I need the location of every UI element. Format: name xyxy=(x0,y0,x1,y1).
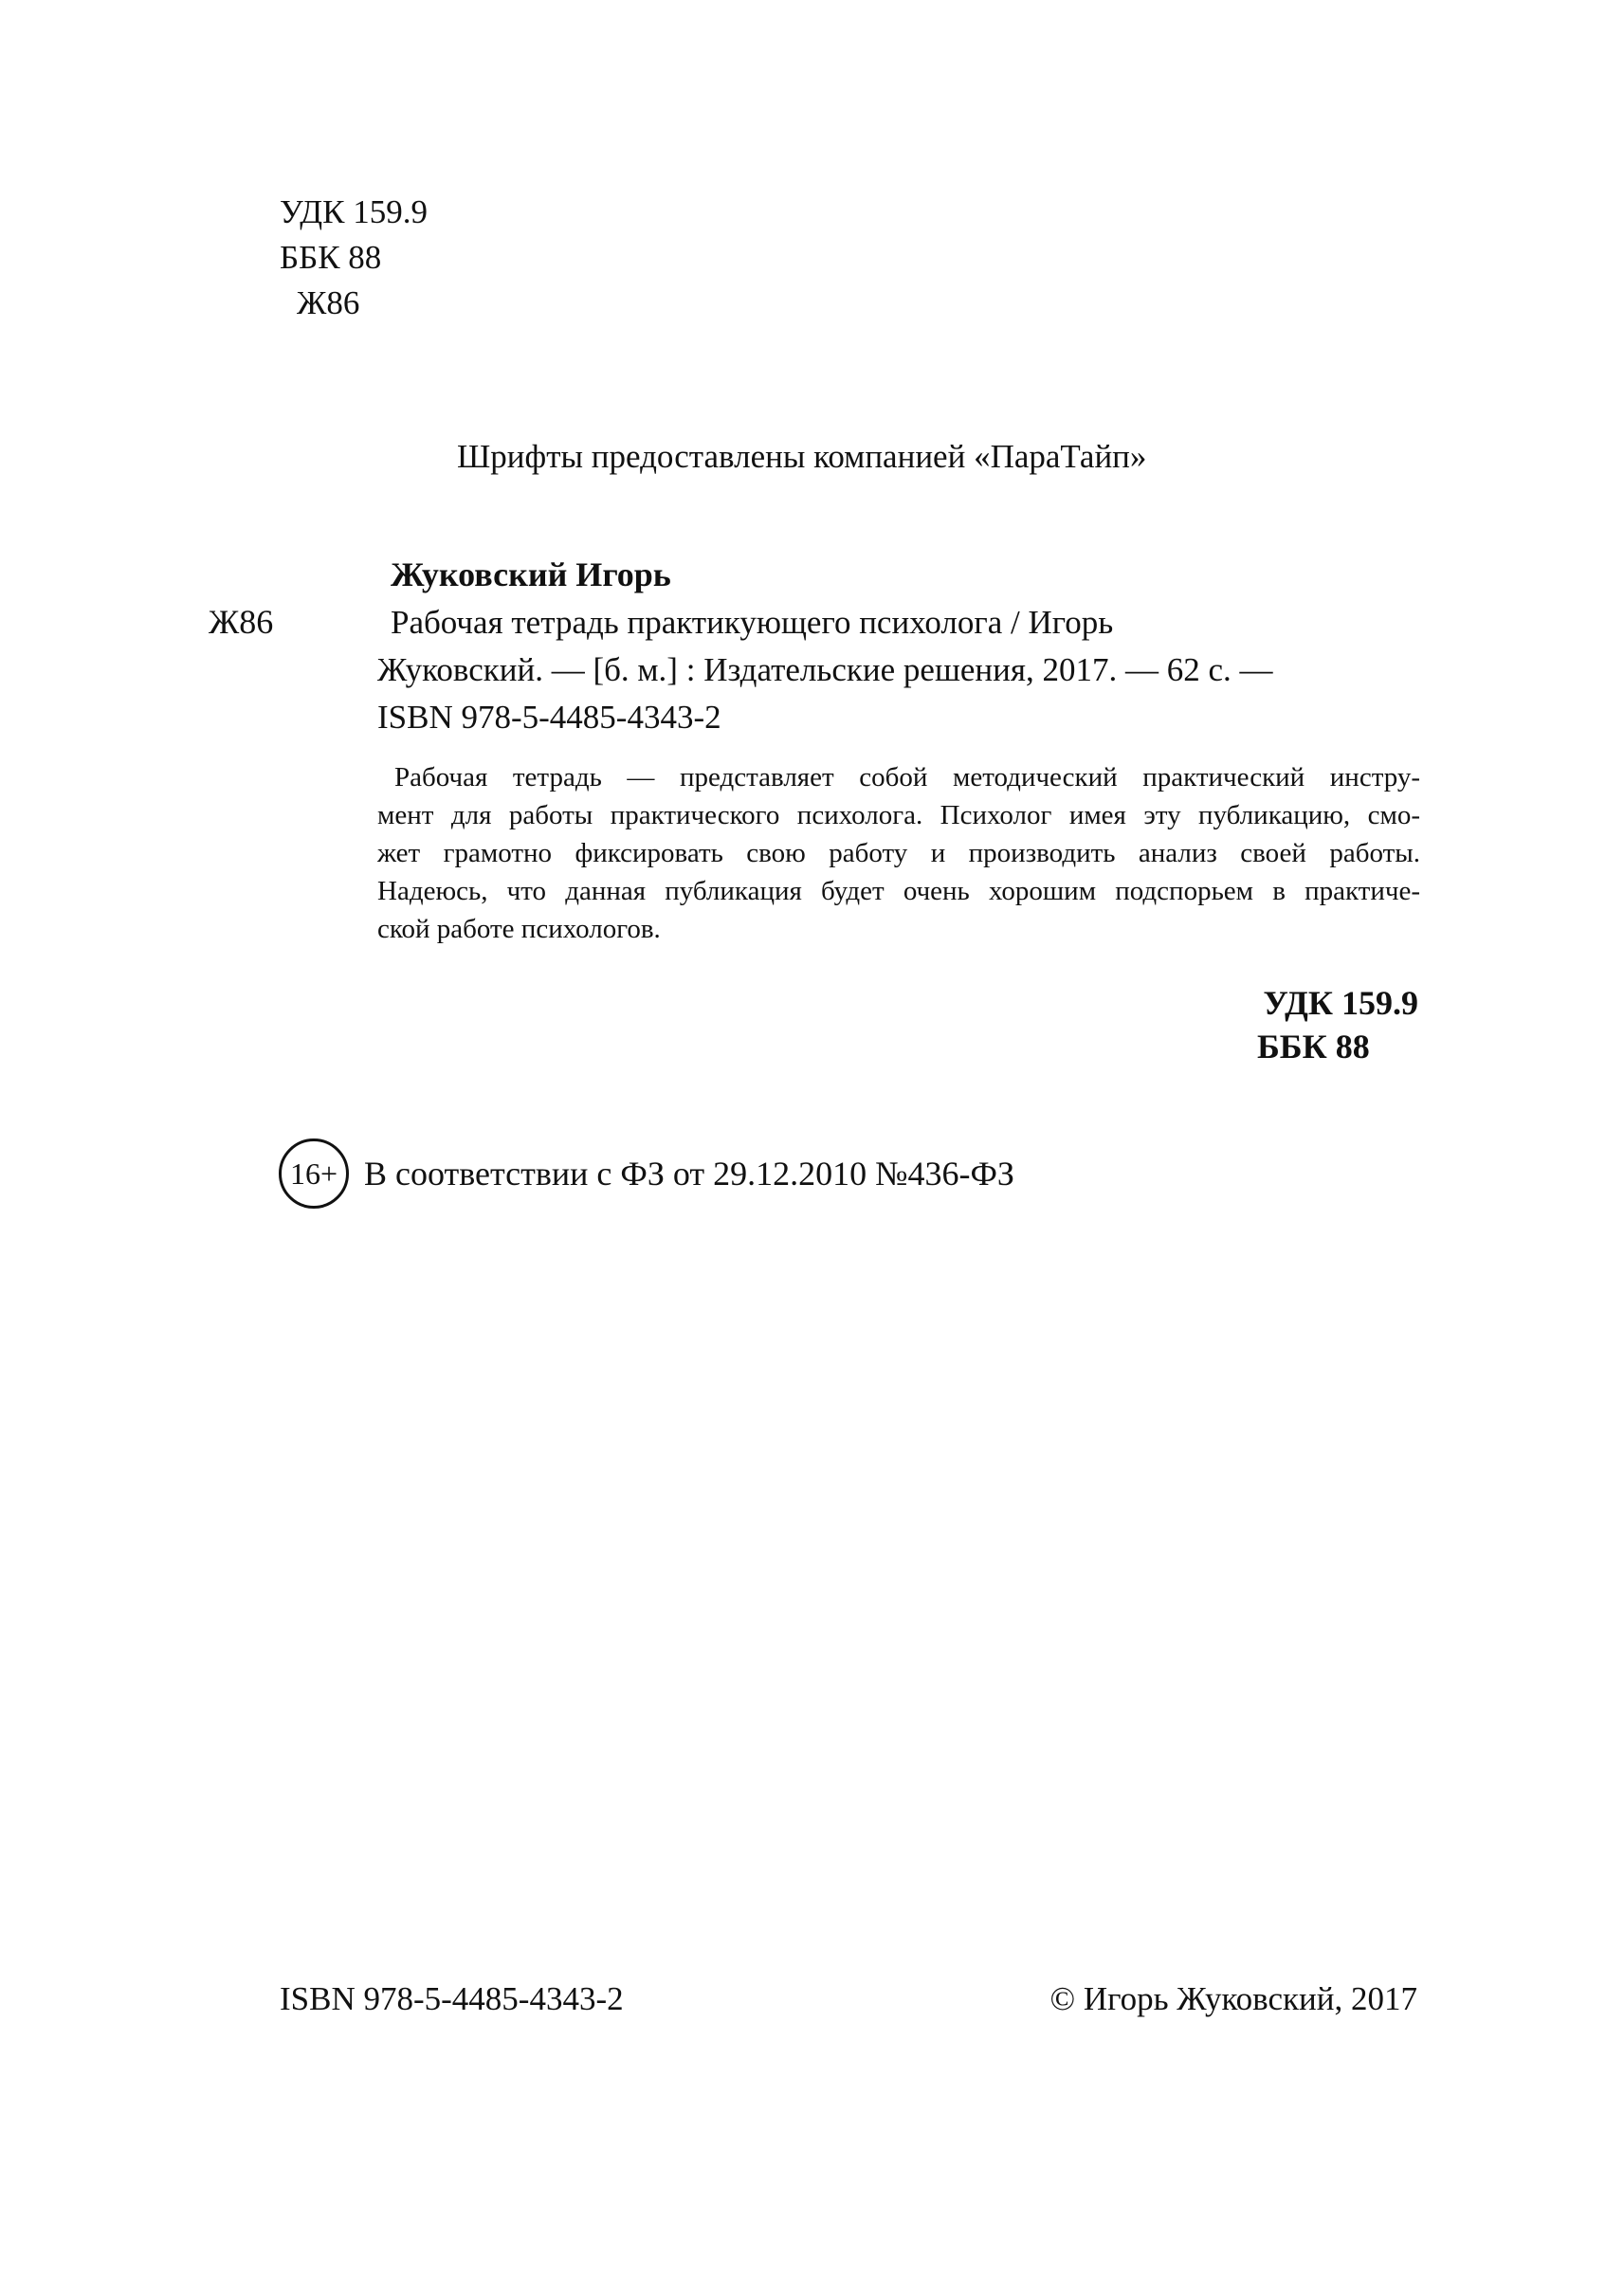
udk-code-bold: УДК 159.9 xyxy=(1263,984,1418,1022)
biblio-line: Жуковский. — [б. м.] : Издательские решения, 2017. — 62 с. — xyxy=(377,651,1273,688)
abstract-line: жет грамотно фиксировать свою работу и производить анализ своей работы. xyxy=(377,838,1420,868)
book-abstract xyxy=(377,758,1420,948)
abstract-line: мент для работы практического психолога. Психолог имея эту публикацию, смо- xyxy=(377,800,1420,830)
abstract-line: Рабочая тетрадь — представляет собой методический практический инстру- xyxy=(394,762,1420,792)
biblio-line: ISBN 978-5-4485-4343-2 xyxy=(377,699,721,736)
catalog-author: Жуковский Игорь xyxy=(391,556,671,593)
catalog-side-code: Ж86 xyxy=(209,603,274,641)
biblio-line: Рабочая тетрадь практикующего психолога / Игорь xyxy=(391,604,1114,641)
bbk-code-top: ББК 88 xyxy=(280,239,382,276)
age-rating-badge: 16+ xyxy=(279,1138,349,1209)
age-rating-row xyxy=(279,1134,1014,1213)
fonts-credit-note: Шрифты предоставлены компанией «ПараТайп» xyxy=(457,438,1147,475)
bibliographic-description xyxy=(377,599,1382,741)
abstract-line: Надеюсь, что данная публикация будет очень хорошим подспорьем в практиче- xyxy=(377,876,1420,906)
udk-code-top: УДК 159.9 xyxy=(280,193,428,230)
bbk-code-bold: ББК 88 xyxy=(1257,1028,1370,1066)
age-rating-text: В соответствии с ФЗ от 29.12.2010 №436-ФЗ xyxy=(364,1155,1014,1193)
footer-isbn: ISBN 978-5-4485-4343-2 xyxy=(280,1980,624,2017)
author-mark-top: Ж86 xyxy=(297,284,360,321)
footer-copyright: © Игорь Жуковский, 2017 xyxy=(1049,1980,1417,2017)
abstract-line: ской работе психологов. xyxy=(377,914,661,944)
